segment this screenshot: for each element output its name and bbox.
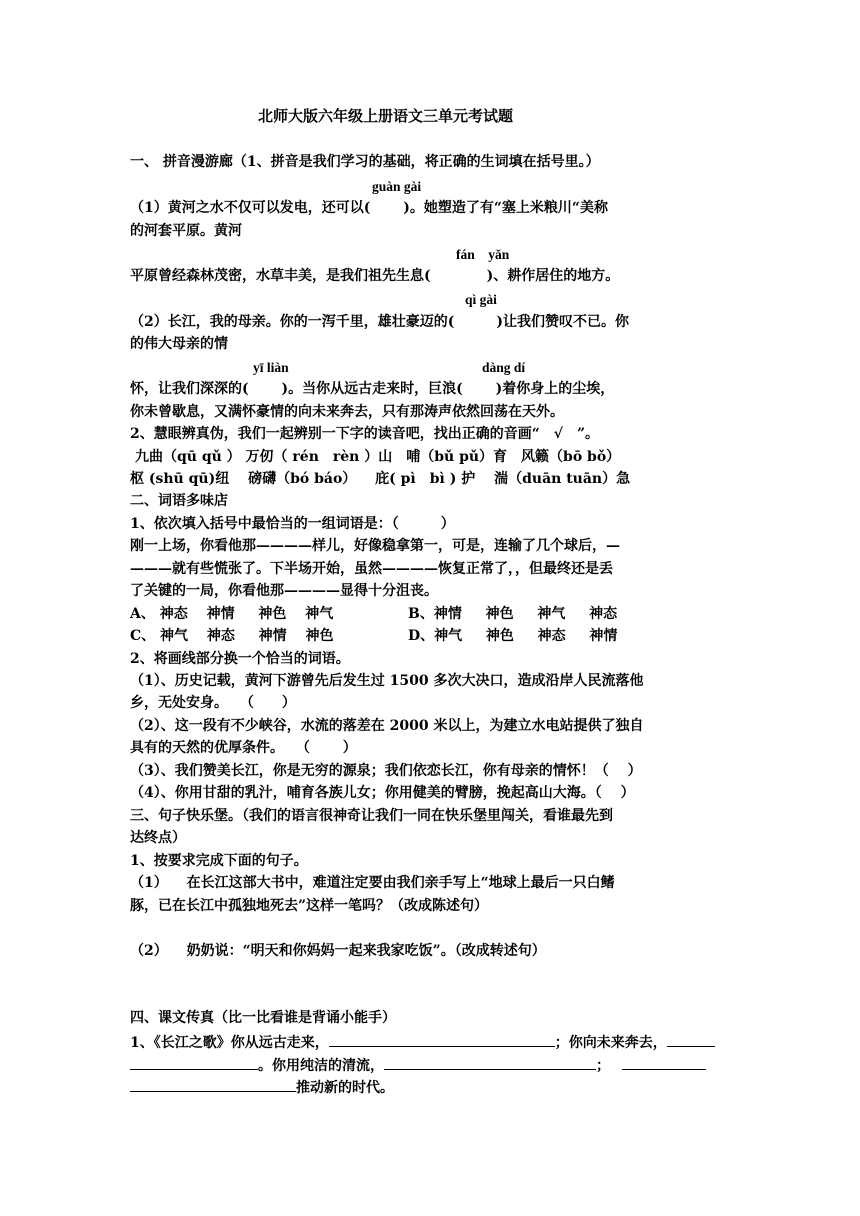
pinyin-hint: yī liàn xyxy=(253,360,289,375)
text-line: （3）、我们赞美长江，你是无穷的源泉；我们依恋长江，你有母亲的情怀！（ ） xyxy=(130,763,642,779)
text-line: 豚，已在长江中孤独地死去”这样一笔吗？（改成陈述句） xyxy=(130,898,489,914)
text-line: （1）黄河之水不仅可以发电，还可以( )。她塑造了有“塞上米粮川“美称 xyxy=(130,200,608,216)
pinyin-hint: qì gài xyxy=(465,292,497,307)
text-line: 的伟大母亲的情 xyxy=(130,336,228,352)
text-line: （4）、你用甘甜的乳汁，哺育各族儿女；你用健美的臂膀，挽起高山大海。（ ） xyxy=(130,785,635,801)
recite-line-3: 推动新的时代。 xyxy=(130,1077,394,1097)
text-line: （2）、这一段有不少峡谷，水流的落差在 2000 米以上，为建立水电站提供了独自 xyxy=(130,718,644,734)
blank-line[interactable] xyxy=(329,1032,555,1047)
blank-line[interactable] xyxy=(622,1055,706,1070)
page-title: 北师大版六年级上册语文三单元考试题 xyxy=(258,107,514,125)
text-line: 具有的天然的优厚条件。 （ ） xyxy=(130,740,357,756)
pinyin-hint: fán yǎn xyxy=(456,247,510,262)
blank-line[interactable] xyxy=(667,1032,715,1047)
option-d: D、神气 神色 神态 神情 xyxy=(408,628,618,644)
section-3-heading: 三、句子快乐堡。（我们的语言很神奇让我们一同在快乐堡里闯关，看谁最先到 xyxy=(130,808,613,824)
text-line: （2） 奶奶说：“明天和你妈妈一起来我家吃饭”。（改成转述句） xyxy=(130,943,546,959)
text-line: 乡，无处安身。 （ ） xyxy=(130,695,296,711)
text-line: 枢 (shū qū)纽 磅礴（bó báo） 庇( pì bì ) 护 湍（duān tuān）急 xyxy=(130,471,631,487)
text-line: （1） 在长江这部大书中，难道注定要由我们亲手写上“地球上最后一只白鳍 xyxy=(130,875,615,891)
text-line: ———就有些慌张了。下半场开始，虽然————恢复正常了，，但最终还是丢 xyxy=(130,561,613,577)
text-line: 九曲（qū qǔ ） 万仞（ rén rèn ）山 哺（bǔ pǔ）育 风籁（bō bǒ） xyxy=(135,449,621,465)
question-2: 2、将画线部分换一个恰当的词语。 xyxy=(130,651,350,667)
recite-line-1: 1、《长江之歌》你从远古走来， ；你向未来奔去， xyxy=(130,1032,715,1052)
question-1: 1、按要求完成下面的句子。 xyxy=(130,853,308,869)
section-2-heading: 二、词语多味店 xyxy=(130,493,228,509)
section-1-heading: 一、 拼音漫游廊（1、拼音是我们学习的基础，将正确的生词填在括号里。） xyxy=(130,154,600,170)
blank-line[interactable] xyxy=(130,1055,258,1070)
text-line: 了关键的一局，你看他那————显得十分沮丧。 xyxy=(130,583,438,599)
text-line: 平原曾经森林茂密，水草丰美，是我们祖先生息( )、耕作居住的地方。 xyxy=(130,268,620,284)
option-a: A、 神态 神情 神色 神气 xyxy=(130,606,334,622)
text-line: 怀，让我们深深的( )。当你从远古走来时，巨浪( )着你身上的尘埃， xyxy=(130,381,615,397)
pinyin-hint: dàng dí xyxy=(482,360,526,375)
text-line: 的河套平原。黄河 xyxy=(130,223,242,239)
blank-line[interactable] xyxy=(130,1077,296,1092)
blank-line[interactable] xyxy=(384,1055,596,1070)
pinyin-hint: guàn gài xyxy=(372,179,422,194)
recite-line-2: 。你用纯洁的清流， ； xyxy=(130,1055,706,1075)
option-b: B、神情 神色 神气 神态 xyxy=(408,606,618,622)
question-2: 2、慧眼辨真伪，我们一起辨别一下字的读音吧，找出正确的音画“ √ ”。 xyxy=(130,426,600,442)
text-line: （1）、历史记载，黄河下游曾先后发生过 1500 多次大决口，造成沿岸人民流落他 xyxy=(130,673,644,689)
text-line: （2）长江，我的母亲。你的一泻千里，雄壮豪迈的( )让我们赞叹不已。你 xyxy=(130,314,629,330)
section-4-heading: 四、课文传真（比一比看谁是背诵小能手） xyxy=(130,1010,396,1026)
option-c: C、 神气 神态 神情 神色 xyxy=(130,628,334,644)
text-line: 达终点） xyxy=(130,830,186,846)
question-1: 1、依次填入括号中最恰当的一组词语是：（ ） xyxy=(130,516,455,532)
text-line: 刚一上场，你看他那————样儿，好像稳拿第一，可是，连输了几个球后，— xyxy=(130,538,620,554)
text-line: 你未曾歇息，又满怀豪情的向未来奔去，只有那涛声依然回荡在天外。 xyxy=(130,404,564,420)
